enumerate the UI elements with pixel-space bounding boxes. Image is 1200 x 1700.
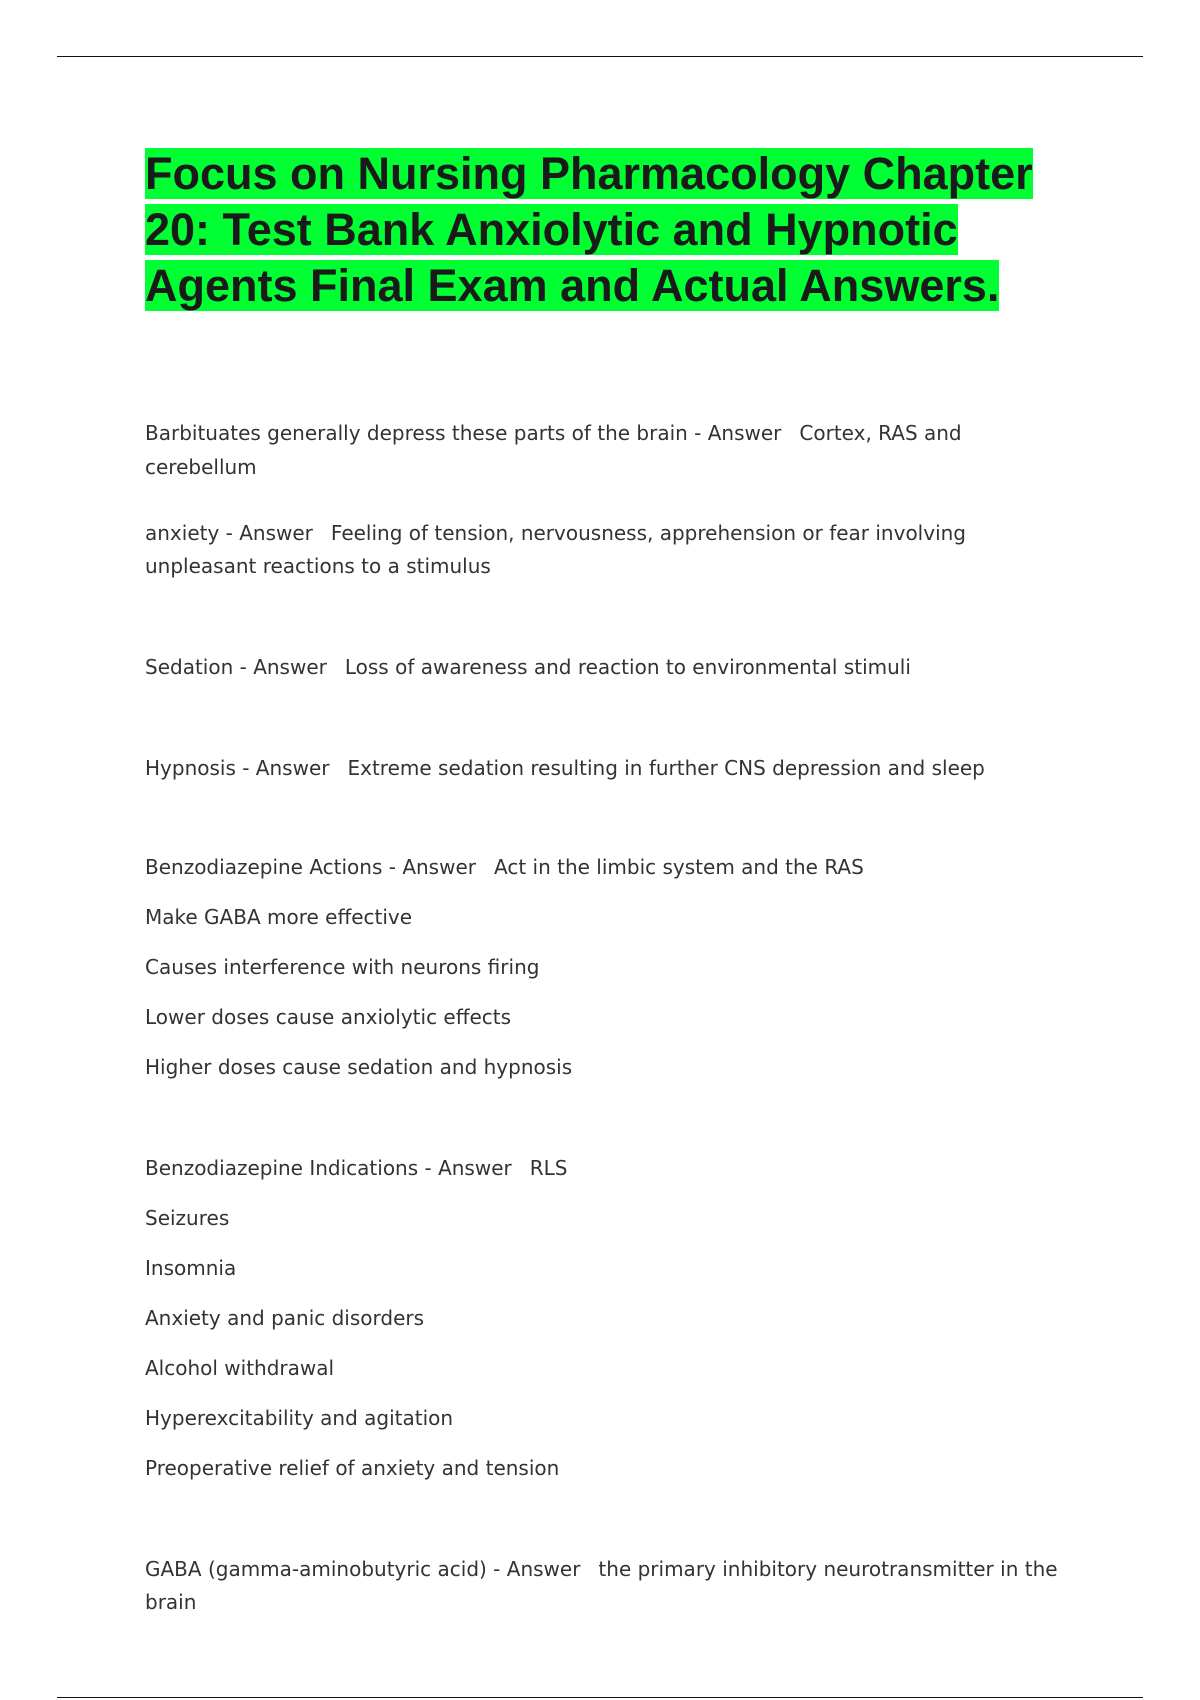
qa-line xyxy=(145,416,1075,479)
question-text: anxiety - Answer xyxy=(145,521,313,545)
qa-line xyxy=(145,1553,1075,1619)
answer-continuation: Anxiety and panic disorders xyxy=(145,1306,425,1330)
answer-continuation: Hyperexcitability and agitation xyxy=(145,1406,454,1430)
answer-continuation: Higher doses cause sedation and hypnosis xyxy=(145,1055,573,1079)
footer-rule xyxy=(57,1697,1143,1698)
answer-continuation: Lower doses cause anxiolytic effects xyxy=(145,1005,512,1029)
answer-continuation: Seizures xyxy=(145,1206,230,1230)
question-text: Benzodiazepine Indications - Answer xyxy=(145,1156,512,1180)
qa-line xyxy=(145,751,1075,801)
qa-line xyxy=(145,1151,1075,1201)
document-title-highlight: Focus on Nursing Pharmacology Chapter 20: Test Bank Anxiolytic and Hypnotic Agents Final Exam and Actual Answers. xyxy=(145,148,1033,311)
qa-entry xyxy=(145,751,1075,801)
answer-continuation: Insomnia xyxy=(145,1256,237,1280)
answer-continuation: Preoperative relief of anxiety and tension xyxy=(145,1456,560,1480)
question-text: Hypnosis - Answer xyxy=(145,756,330,780)
header-rule xyxy=(57,56,1143,57)
question-text: Benzodiazepine Actions - Answer xyxy=(145,855,476,879)
qa-entry xyxy=(145,650,1075,700)
qa-entry xyxy=(145,1553,1075,1619)
answer-text: Extreme sedation resulting in further CNS depression and sleep xyxy=(347,756,985,780)
answer-text: RLS xyxy=(529,1156,568,1180)
document-title xyxy=(145,146,1045,314)
answer-text: Feeling of tension, nervousness, apprehension or fear involving unpleasant reactions to a stimulus xyxy=(145,521,966,578)
qa-line xyxy=(145,850,1075,900)
answer-continuation: Make GABA more effective xyxy=(145,905,413,929)
answer-text: Cortex, RAS and cerebellum xyxy=(145,421,962,479)
answer-continuation: Alcohol withdrawal xyxy=(145,1356,335,1380)
question-text: GABA (gamma-aminobutyric acid) - Answer xyxy=(145,1557,581,1581)
question-text: Sedation - Answer xyxy=(145,655,327,679)
qa-line xyxy=(145,650,1075,700)
qa-line xyxy=(145,517,1075,583)
question-text: Barbituates generally depress these parts of the brain - Answer xyxy=(145,421,782,445)
qa-entry xyxy=(145,850,1075,1100)
qa-entry xyxy=(145,517,1075,583)
answer-text: Act in the limbic system and the RAS xyxy=(494,855,864,879)
qa-entry xyxy=(145,1151,1075,1501)
answer-continuation: Causes interference with neurons firing xyxy=(145,955,540,979)
qa-entry xyxy=(145,416,1075,479)
answer-text: the primary inhibitory neurotransmitter in the brain xyxy=(145,1557,1058,1614)
answer-text: Loss of awareness and reaction to environmental stimuli xyxy=(344,655,911,679)
